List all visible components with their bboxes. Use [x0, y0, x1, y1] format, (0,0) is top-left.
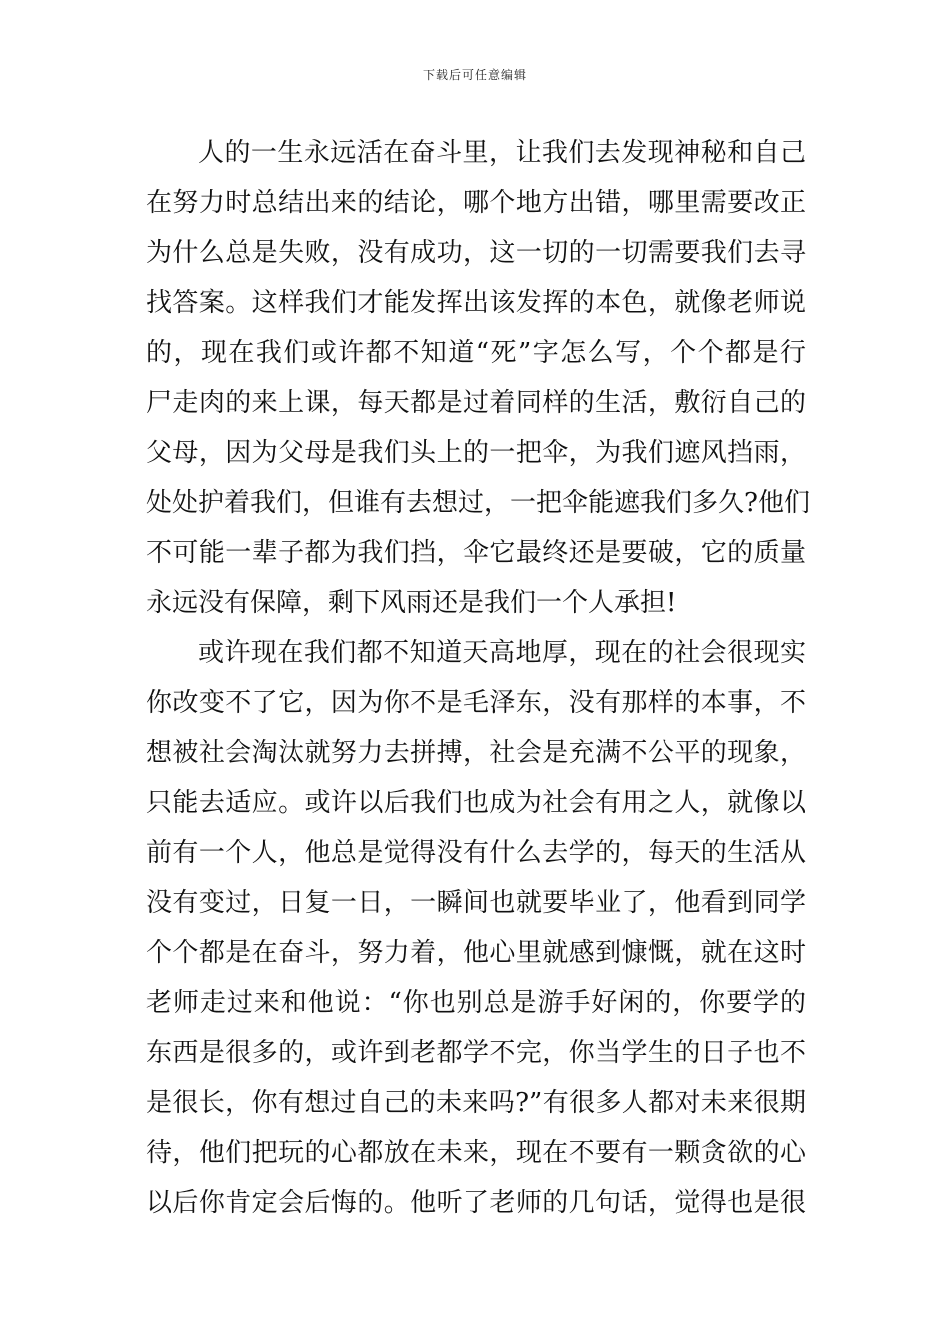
text-line: 或许现在我们都不知道天高地厚，现在的社会很现实 — [198, 638, 806, 668]
text-line: 没有变过，日复一日，一瞬间也就要毕业了，他看到同学 — [146, 888, 806, 918]
text-line: 在努力时总结出来的结论，哪个地方出错，哪里需要改正 — [146, 188, 806, 218]
text-line: 为什么总是失败，没有成功，这一切的一切需要我们去寻 — [146, 238, 806, 268]
document-body — [146, 128, 810, 1228]
text-line: 老师走过来和他说：“你也别总是游手好闲的，你要学的 — [146, 988, 806, 1018]
text-line: 不可能一辈子都为我们挡，伞它最终还是要破，它的质量 — [146, 538, 806, 568]
paragraph-2 — [146, 628, 806, 1228]
text-line: 待，他们把玩的心都放在未来，现在不要有一颗贪欲的心 — [146, 1138, 806, 1168]
text-line: 尸走肉的来上课，每天都是过着同样的生活，敷衍自己的 — [146, 388, 806, 418]
text-line: 处处护着我们，但谁有去想过，一把伞能遮我们多久?他们 — [146, 488, 810, 518]
text-line: 的，现在我们或许都不知道“死”字怎么写，个个都是行 — [146, 338, 806, 368]
text-line: 个个都是在奋斗，努力着，他心里就感到慷慨，就在这时 — [146, 938, 806, 968]
text-line: 你改变不了它，因为你不是毛泽东，没有那样的本事，不 — [146, 688, 806, 718]
text-line: 是很长，你有想过自己的未来吗?”有很多人都对未来很期 — [146, 1088, 806, 1118]
text-line: 人的一生永远活在奋斗里，让我们去发现神秘和自己 — [198, 138, 806, 168]
text-line: 找答案。这样我们才能发挥出该发挥的本色，就像老师说 — [146, 288, 806, 318]
text-line: 想被社会淘汰就努力去拼搏，社会是充满不公平的现象， — [146, 738, 806, 768]
text-line: 以后你肯定会后悔的。他听了老师的几句话，觉得也是很 — [146, 1188, 806, 1218]
text-line: 父母，因为父母是我们头上的一把伞，为我们遮风挡雨， — [146, 438, 806, 468]
text-line: 只能去适应。或许以后我们也成为社会有用之人，就像以 — [146, 788, 806, 818]
paragraph-1 — [146, 128, 810, 628]
text-line: 永远没有保障，剩下风雨还是我们一个人承担! — [146, 588, 677, 618]
text-line: 前有一个人，他总是觉得没有什么去学的，每天的生活从 — [146, 838, 806, 868]
page-header: 下载后可任意编辑 — [422, 68, 527, 82]
text-line: 东西是很多的，或许到老都学不完，你当学生的日子也不 — [146, 1038, 806, 1068]
